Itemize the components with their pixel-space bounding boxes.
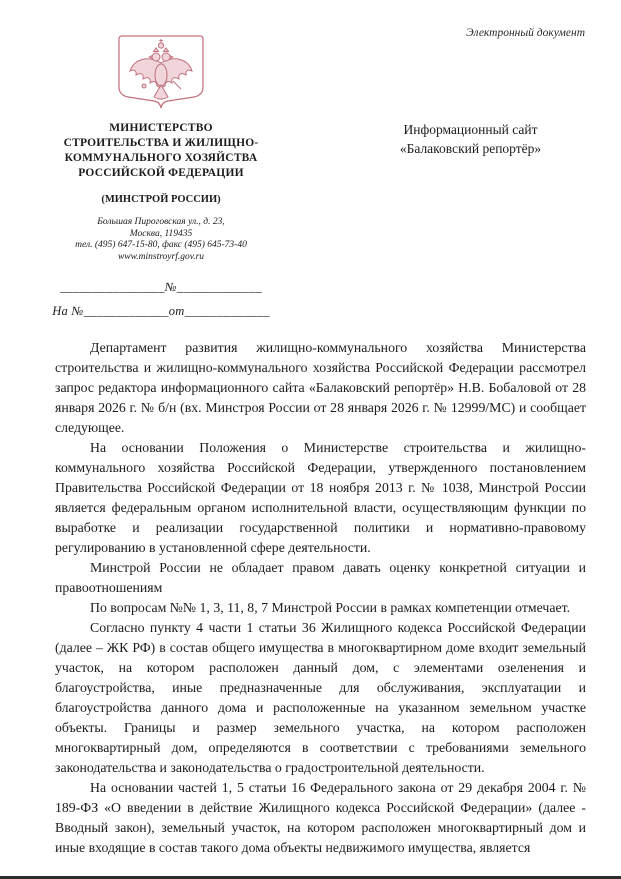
addressee-block (368, 120, 573, 158)
incoming-number-line: На №_____________от_____________ (52, 304, 270, 318)
ministry-name-line: РОССИЙСКОЙ ФЕДЕРАЦИИ (78, 167, 244, 179)
ministry-address (35, 217, 287, 263)
ministry-name-line: КОММУНАЛЬНОГО ХОЗЯЙСТВА (64, 152, 258, 164)
ministry-name-line: СТРОИТЕЛЬСТВА И ЖИЛИЩНО- (63, 137, 259, 149)
outgoing-number-line: ________________№_____________ (59, 280, 263, 294)
letter-body (55, 338, 586, 858)
address-line: www.minstroyrf.gov.ru (117, 251, 205, 262)
double-headed-eagle (130, 39, 192, 99)
body-paragraph: На основании частей 1, 5 статьи 16 Федерального закона от 29 декабря 2004 г. № 189-ФЗ «О введении в действие Жилищного кодекса Российской Федерации» (далее - Вводный закон), земельный участок, на котором расположен многоквартирный дом и иные входящие в состав такого дома объекты недвижимого имущества, является (55, 780, 586, 855)
ministry-name (35, 121, 287, 181)
body-paragraph: На основании Положения о Министерстве строительства и жилищно-коммунального хозяйства Российской Федерации, утвержденного постановлением Правительства Российской Федерации от 18 ноября 2013 г. № 1038, Минстрой России является федеральным органом исполнительной власти, осуществляющим функции по выработке и реализации государственной политики и нормативно-правовому регулированию в установленной сфере деятельности. (55, 440, 586, 555)
ministry-name-line: МИНИСТЕРСТВО (109, 122, 213, 134)
body-paragraph: Департамент развития жилищно-коммунального хозяйства Министерства строительства и жилищно-коммунального хозяйства Российской Федерации рассмотрел запрос редактора информационного сайта «Балаковский репортёр» Н.В. Бобаловой от 28 января 2026 г. № б/н (вх. Минстроя России от 28 января 2026 г. № 12999/МС) и сообщает следующее. (55, 340, 586, 435)
letterhead (35, 33, 287, 319)
body-paragraph: Согласно пункту 4 части 1 статьи 36 Жилищного кодекса Российской Федерации (далее – ЖК РФ) в состав общего имущества в многоквартирном доме входит земельный участок, на котором расположен данный дом, с элементами озеленения и благоустройства, иные предназначенные для обслуживания, эксплуатации и благоустройства данного дома и расположенные на указанном земельном участке объекты. Границы и размер земельного участка, на котором расположен многоквартирный дом, определяются в соответствии с требованиями земельного законодательства и законодательства о градостроительной деятельности. (55, 620, 586, 775)
addressee-line: Информационный сайт (403, 122, 538, 137)
ministry-short-name: (МИНСТРОЙ РОССИИ) (101, 194, 221, 205)
address-line: Москва, 119435 (129, 228, 193, 239)
body-paragraph: Минстрой России не обладает правом давать оценку конкретной ситуации и правоотношениям (55, 560, 586, 595)
coat-of-arms-icon (116, 33, 206, 111)
address-line: Большая Пироговская ул., д. 23, (97, 217, 225, 227)
addressee-line: «Балаковский репортёр» (399, 141, 542, 156)
electronic-document-label: Электронный документ (466, 27, 585, 39)
body-paragraph: По вопросам №№ 1, 3, 11, 8, 7 Минстрой России в рамках компетенции отмечает. (90, 600, 571, 615)
address-line: тел. (495) 647-15-80, факс (495) 645-73-40 (75, 240, 247, 250)
